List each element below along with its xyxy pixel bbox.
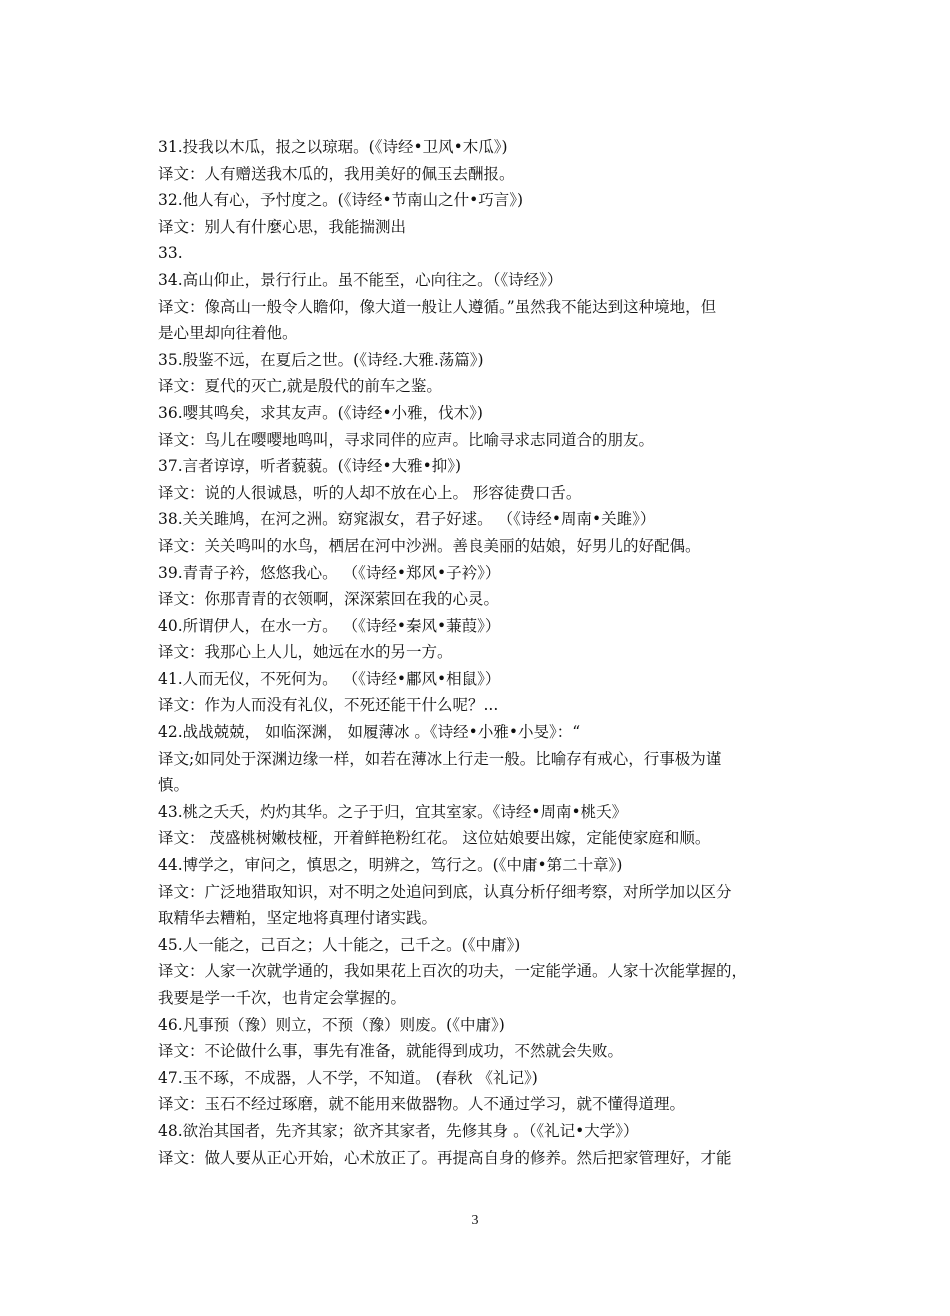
text-line: 35.殷鉴不远，在夏后之世。(《诗经.大雅.荡篇》) (158, 350, 484, 369)
text-line: 译文：说的人很诚恳，听的人却不放在心上。 形容徒费口舌。 (158, 483, 582, 502)
text-line: 译文：人家一次就学通的，我如果花上百次的功夫，一定能学通。人家十次能掌握的， (158, 962, 748, 981)
page-number: 3 (471, 1213, 479, 1228)
text-line: 译文：像高山一般令人瞻仰，像大道一般让人遵循。”虽然我不能达到这种境地，但 (158, 297, 717, 316)
text-line: 译文：夏代的灭亡,就是殷代的前车之鉴。 (158, 377, 442, 396)
document-body (158, 134, 808, 1171)
text-line: 40.所谓伊人，在水一方。 （《诗经•秦风•蒹葭》） (158, 616, 501, 635)
text-line: 46.凡事预（豫）则立，不预（豫）则废。(《中庸》) (158, 1015, 505, 1034)
text-line: 37.言者谆谆，听者藐藐。(《诗经•大雅•抑》) (158, 457, 462, 476)
text-line: 38.关关雎鸠，在河之洲。窈窕淑女，君子好逑。 （《诗经•周南•关雎》） (158, 510, 656, 529)
text-line: 39.青青子衿，悠悠我心。 （《诗经•郑风•子衿》） (158, 563, 501, 582)
text-line: 34.高山仰止，景行行止。虽不能至，心向往之。（《诗经》） (158, 270, 563, 289)
text-line: 31.投我以木瓜，报之以琼琚。(《诗经•卫风•木瓜》) (158, 138, 508, 156)
text-line: 慎。 (158, 776, 190, 795)
text-line: 42.战战兢兢， 如临深渊， 如履薄冰 。《诗经•小雅•小旻》：“ (158, 723, 581, 742)
text-line: 43.桃之夭夭，灼灼其华。之子于归，宜其室家。《诗经•周南•桃夭》 (158, 802, 628, 821)
text-line: 译文： 茂盛桃树嫩枝桠，开着鲜艳粉红花。 这位姑娘要出嫁，定能使家庭和顺。 (158, 829, 711, 848)
text-line: 41.人而无仪，不死何为。 （《诗经•鄘风•相鼠》） (158, 669, 501, 688)
text-line: 45.人一能之，己百之；人十能之，己千之。(《中庸》) (158, 935, 521, 954)
text-line: 译文：做人要从正心开始，心术放正了。再提高自身的修养。然后把家管理好，才能 (158, 1148, 732, 1167)
text-line: 32.他人有心，予忖度之。(《诗经•节南山之什•巧言》) (158, 191, 524, 210)
text-line: 译文;如同处于深渊边缘一样，如若在薄冰上行走一般。比喻存有戒心，行事极为谨 (158, 749, 722, 768)
text-line: 48.欲治其国者，先齐其家；欲齐其家者，先修其身 。（《礼记•大学》） (158, 1121, 639, 1140)
text-line: 44.博学之，审问之，慎思之，明辨之，笃行之。(《中庸•第二十章》) (158, 856, 623, 875)
text-line: 译文：我那心上人儿，她远在水的另一方。 (158, 643, 453, 662)
text-line: 33. (158, 244, 183, 263)
text-line: 47.玉不琢，不成器，人不学，不知道。 (春秋 《礼记》) (158, 1068, 538, 1087)
text-line: 译文：你那青青的衣领啊，深深萦回在我的心灵。 (158, 590, 500, 609)
text-line: 译文：人有赠送我木瓜的，我用美好的佩玉去酬报。 (158, 164, 515, 183)
text-line: 译文：作为人而没有礼仪，不死还能干什么呢？... (158, 696, 499, 715)
text-line: 36.嘤其鸣矣，求其友声。(《诗经•小雅，伐木》) (158, 403, 483, 422)
text-line: 译文：关关鸣叫的水鸟，栖居在河中沙洲。善良美丽的姑娘，好男儿的好配偶。 (158, 536, 701, 555)
text-line: 译文：玉石不经过琢磨，就不能用来做器物。人不通过学习，就不懂得道理。 (158, 1095, 686, 1114)
text-line: 我要是学一千次，也肯定会掌握的。 (158, 989, 407, 1007)
text-line: 是心里却向往着他。 (158, 324, 298, 343)
text-line: 译文：别人有什麼心思，我能揣测出 (158, 217, 407, 236)
text-line: 译文：不论做什么事，事先有准备，就能得到成功，不然就会失败。 (158, 1042, 624, 1061)
text-line: 译文：鸟儿在嘤嘤地鸣叫，寻求同伴的应声。比喻寻求志同道合的朋友。 (158, 430, 655, 449)
text-line: 取精华去糟粕，坚定地将真理付诸实践。 (158, 909, 438, 928)
text-line: 译文：广泛地猎取知识，对不明之处追问到底，认真分析仔细考察，对所学加以区分 (158, 882, 732, 901)
